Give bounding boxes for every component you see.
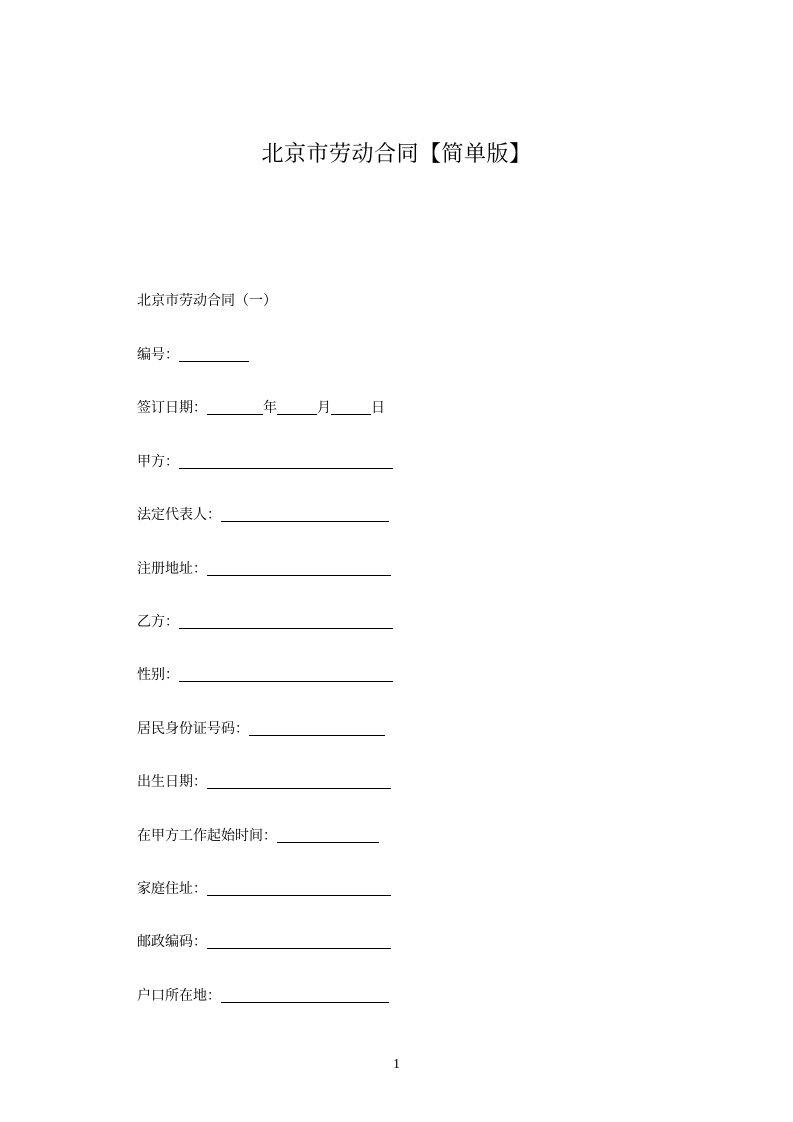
sign-date-label: 签订日期： xyxy=(137,400,207,416)
party-b-label: 乙方： xyxy=(137,614,179,630)
birth-date-blank[interactable] xyxy=(207,774,391,789)
sign-day-blank[interactable] xyxy=(331,400,371,415)
number-blank[interactable] xyxy=(179,347,249,362)
postal-code-field xyxy=(137,932,391,952)
party-b-field xyxy=(137,612,393,632)
home-address-label: 家庭住址： xyxy=(137,881,207,897)
home-address-blank[interactable] xyxy=(207,881,391,896)
id-number-label: 居民身份证号码： xyxy=(137,721,249,737)
id-number-blank[interactable] xyxy=(249,721,385,736)
start-time-field xyxy=(137,826,379,846)
reg-address-blank[interactable] xyxy=(207,561,391,576)
start-time-label: 在甲方工作起始时间： xyxy=(137,828,277,844)
party-b-blank[interactable] xyxy=(179,614,393,629)
sign-month-blank[interactable] xyxy=(277,400,317,415)
month-label: 月 xyxy=(317,400,331,416)
gender-field xyxy=(137,665,393,685)
legal-rep-label: 法定代表人： xyxy=(137,507,221,523)
home-address-field xyxy=(137,879,391,899)
reg-address-label: 注册地址： xyxy=(137,561,207,577)
contract-subtitle-text: 北京市劳动合同（一） xyxy=(137,293,277,309)
postal-code-blank[interactable] xyxy=(207,934,391,949)
legal-rep-field xyxy=(137,505,389,525)
document-title: 北京市劳动合同【简单版】 xyxy=(261,142,532,167)
birth-date-label: 出生日期： xyxy=(137,774,207,790)
reg-address-field xyxy=(137,559,391,579)
sign-year-blank[interactable] xyxy=(207,400,263,415)
hukou-field xyxy=(137,986,389,1006)
gender-blank[interactable] xyxy=(179,667,393,682)
id-number-field xyxy=(137,719,385,739)
gender-label: 性别： xyxy=(137,667,179,683)
sign-date-field xyxy=(137,398,385,418)
party-a-blank[interactable] xyxy=(179,454,393,469)
hukou-blank[interactable] xyxy=(221,988,389,1003)
number-label: 编号： xyxy=(137,347,179,363)
number-field xyxy=(137,345,249,365)
day-label: 日 xyxy=(371,400,385,416)
postal-code-label: 邮政编码： xyxy=(137,934,207,950)
birth-date-field xyxy=(137,772,391,792)
hukou-label: 户口所在地： xyxy=(137,988,221,1004)
start-time-blank[interactable] xyxy=(277,828,379,843)
page-number: 1 xyxy=(393,1057,400,1072)
contract-subtitle xyxy=(137,291,277,311)
year-label: 年 xyxy=(263,400,277,416)
party-a-field xyxy=(137,452,393,472)
party-a-label: 甲方： xyxy=(137,454,179,470)
legal-rep-blank[interactable] xyxy=(221,507,389,522)
